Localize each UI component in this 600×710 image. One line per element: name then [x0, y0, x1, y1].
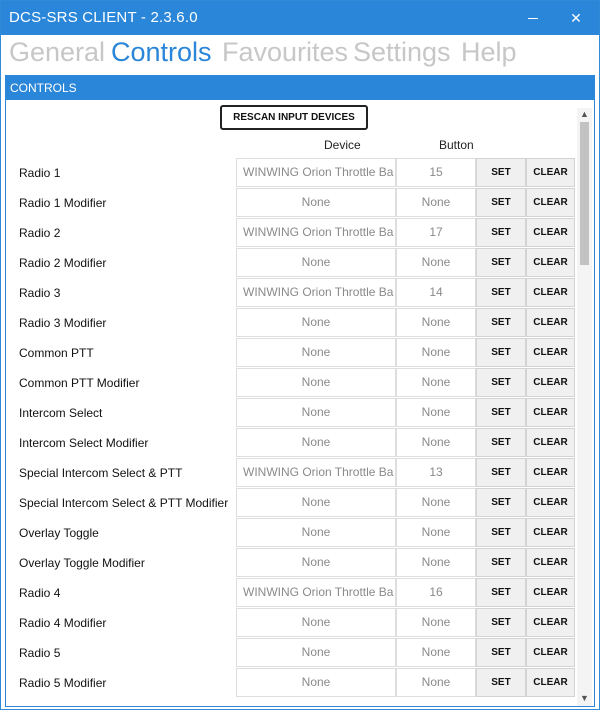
control-row: [6, 458, 576, 488]
panel-header: CONTROLS: [6, 76, 594, 100]
control-row: [6, 608, 576, 638]
clear-button[interactable]: CLEAR: [526, 668, 575, 697]
set-button[interactable]: SET: [476, 518, 526, 547]
device-field: WINWING Orion Throttle Ba: [236, 278, 396, 307]
control-label: Overlay Toggle: [19, 526, 99, 540]
tab-help[interactable]: Help: [461, 37, 517, 67]
device-field: None: [236, 188, 396, 217]
device-column-header: Device: [324, 138, 361, 152]
device-field: None: [236, 398, 396, 427]
clear-button[interactable]: CLEAR: [526, 248, 575, 277]
button-field: 13: [396, 458, 476, 487]
set-button[interactable]: SET: [476, 158, 526, 187]
control-label: Intercom Select: [19, 406, 103, 420]
set-button[interactable]: SET: [476, 338, 526, 367]
title-bar[interactable]: [1, 1, 599, 35]
set-button[interactable]: SET: [476, 668, 526, 697]
set-button[interactable]: SET: [476, 428, 526, 457]
clear-button[interactable]: CLEAR: [526, 638, 575, 667]
button-field: 14: [396, 278, 476, 307]
button-field: None: [396, 368, 476, 397]
control-row: [6, 398, 576, 428]
button-field: None: [396, 248, 476, 277]
device-field: None: [236, 668, 396, 697]
control-row: [6, 338, 576, 368]
button-field: None: [396, 338, 476, 367]
control-label: Common PTT: [19, 346, 94, 360]
set-button[interactable]: SET: [476, 278, 526, 307]
set-button[interactable]: SET: [476, 368, 526, 397]
clear-button[interactable]: CLEAR: [526, 488, 575, 517]
control-label: Radio 3: [19, 286, 61, 300]
set-button[interactable]: SET: [476, 188, 526, 217]
control-label: Radio 2: [19, 226, 61, 240]
button-field: None: [396, 308, 476, 337]
control-label: Radio 4: [19, 586, 61, 600]
control-row: [6, 548, 576, 578]
tab-bar: [1, 35, 599, 73]
set-button[interactable]: SET: [476, 488, 526, 517]
device-field: None: [236, 248, 396, 277]
clear-button[interactable]: CLEAR: [526, 428, 575, 457]
clear-button[interactable]: CLEAR: [526, 278, 575, 307]
control-label: Overlay Toggle Modifier: [19, 556, 145, 570]
set-button[interactable]: SET: [476, 308, 526, 337]
control-label: Radio 3 Modifier: [19, 316, 107, 330]
button-field: None: [396, 608, 476, 637]
control-row: [6, 158, 576, 188]
control-row: [6, 638, 576, 668]
control-row: [6, 428, 576, 458]
set-button[interactable]: SET: [476, 218, 526, 247]
clear-button[interactable]: CLEAR: [526, 518, 575, 547]
button-field: None: [396, 638, 476, 667]
button-field: None: [396, 548, 476, 577]
button-field: 15: [396, 158, 476, 187]
window-title: DCS-SRS CLIENT - 2.3.6.0: [9, 9, 198, 26]
control-row: [6, 368, 576, 398]
clear-button[interactable]: CLEAR: [526, 368, 575, 397]
scroll-down-icon[interactable]: ▼: [580, 693, 589, 703]
control-row: [6, 188, 576, 218]
rescan-input-devices-button[interactable]: RESCAN INPUT DEVICES: [220, 105, 368, 130]
scroll-up-icon[interactable]: ▲: [580, 109, 589, 119]
button-field: None: [396, 518, 476, 547]
control-row: [6, 218, 576, 248]
button-field: None: [396, 398, 476, 427]
tab-general[interactable]: General: [9, 37, 106, 67]
device-field: WINWING Orion Throttle Ba: [236, 578, 396, 607]
vertical-scrollbar[interactable]: [577, 108, 592, 706]
close-icon[interactable]: ✕: [570, 10, 582, 26]
control-label: Radio 1 Modifier: [19, 196, 107, 210]
device-field: None: [236, 548, 396, 577]
button-field: None: [396, 488, 476, 517]
set-button[interactable]: SET: [476, 458, 526, 487]
scrollbar-thumb[interactable]: [580, 122, 589, 265]
set-button[interactable]: SET: [476, 248, 526, 277]
control-label: Radio 5 Modifier: [19, 676, 107, 690]
device-field: WINWING Orion Throttle Ba: [236, 218, 396, 247]
clear-button[interactable]: CLEAR: [526, 308, 575, 337]
control-row: [6, 278, 576, 308]
clear-button[interactable]: CLEAR: [526, 398, 575, 427]
control-row: [6, 488, 576, 518]
device-field: None: [236, 308, 396, 337]
control-label: Radio 2 Modifier: [19, 256, 107, 270]
device-field: None: [236, 608, 396, 637]
set-button[interactable]: SET: [476, 578, 526, 607]
set-button[interactable]: SET: [476, 548, 526, 577]
control-label: Special Intercom Select & PTT: [19, 466, 183, 480]
clear-button[interactable]: CLEAR: [526, 188, 575, 217]
tab-favourites[interactable]: Favourites: [222, 37, 349, 67]
control-label: Radio 4 Modifier: [19, 616, 107, 630]
button-field: 17: [396, 218, 476, 247]
control-row: [6, 248, 576, 278]
device-field: None: [236, 368, 396, 397]
control-label: Common PTT Modifier: [19, 376, 140, 390]
controls-panel: [5, 75, 595, 707]
clear-button[interactable]: CLEAR: [526, 608, 575, 637]
tab-controls[interactable]: Controls: [111, 37, 212, 67]
control-row: [6, 668, 576, 698]
clear-button[interactable]: CLEAR: [526, 548, 575, 577]
control-label: Special Intercom Select & PTT Modifier: [19, 496, 229, 510]
button-field: None: [396, 188, 476, 217]
control-label: Radio 5: [19, 646, 61, 660]
control-row: [6, 518, 576, 548]
set-button[interactable]: SET: [476, 638, 526, 667]
device-field: None: [236, 488, 396, 517]
control-row: [6, 578, 576, 608]
device-field: None: [236, 338, 396, 367]
set-button[interactable]: SET: [476, 398, 526, 427]
clear-button[interactable]: CLEAR: [526, 218, 575, 247]
device-field: WINWING Orion Throttle Ba: [236, 458, 396, 487]
control-label: Radio 1: [19, 166, 61, 180]
device-field: None: [236, 518, 396, 547]
device-field: None: [236, 638, 396, 667]
device-field: WINWING Orion Throttle Ba: [236, 158, 396, 187]
button-field: 16: [396, 578, 476, 607]
button-field: None: [396, 668, 476, 697]
clear-button[interactable]: CLEAR: [526, 338, 575, 367]
tab-settings[interactable]: Settings: [353, 37, 451, 67]
control-label: Intercom Select Modifier: [19, 436, 149, 450]
button-column-header: Button: [439, 138, 474, 152]
set-button[interactable]: SET: [476, 608, 526, 637]
minimize-icon[interactable]: [528, 18, 538, 19]
button-field: None: [396, 428, 476, 457]
clear-button[interactable]: CLEAR: [526, 578, 575, 607]
clear-button[interactable]: CLEAR: [526, 158, 575, 187]
clear-button[interactable]: CLEAR: [526, 458, 575, 487]
control-row: [6, 308, 576, 338]
device-field: None: [236, 428, 396, 457]
